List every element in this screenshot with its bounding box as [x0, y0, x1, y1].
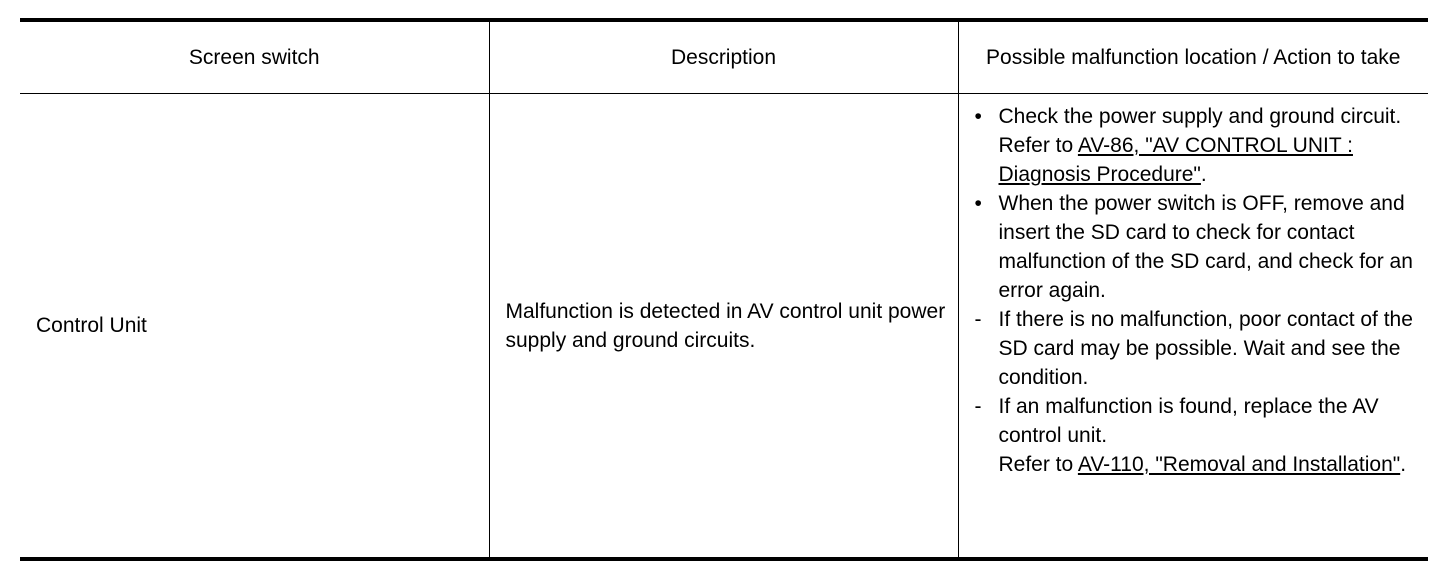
action-item [975, 102, 1415, 189]
bullet-marker: • [974, 105, 982, 128]
action-text: When the power switch is OFF, remove and insert the SD card to check for contact malfunction of the SD card, and check for an error again. [998, 192, 1413, 302]
action-text: If there is no malfunction, poor contact of the SD card may be possible. Wait and see the condition. [998, 308, 1413, 389]
reference-link-av-110[interactable]: AV-110, "Removal and Installation" [1077, 453, 1401, 476]
refer-prefix: Refer to [998, 453, 1078, 476]
cell-action [958, 94, 1428, 560]
action-text: If an malfunction is found, replace the AV control unit. [998, 395, 1379, 447]
table-body [20, 94, 1428, 560]
refer-prefix: Refer to [998, 134, 1078, 157]
action-text: Check the power supply and ground circuit. [998, 105, 1402, 128]
header-row [20, 20, 1428, 94]
bullet-marker: • [974, 192, 982, 215]
dash-marker: - [974, 395, 982, 418]
action-list [975, 102, 1415, 479]
header-description: Description [489, 20, 958, 94]
cell-description: Malfunction is detected in AV control unit power supply and ground circuits. [489, 94, 958, 560]
reference-link-av-86[interactable]: AV-86, "AV CONTROL UNIT : Diagnosis Procedure" [998, 134, 1353, 186]
header-action: Possible malfunction location / Action to take [958, 20, 1428, 94]
diagnosis-table [20, 18, 1428, 561]
action-item [975, 189, 1415, 305]
table-row [20, 94, 1428, 560]
action-item [975, 305, 1415, 392]
refer-suffix: . [1200, 163, 1207, 186]
refer-suffix: . [1400, 453, 1407, 476]
action-item [975, 392, 1415, 479]
header-screen-switch: Screen switch [20, 20, 489, 94]
table-header [20, 20, 1428, 94]
dash-marker: - [974, 308, 982, 331]
cell-screen-switch: Control Unit [20, 94, 489, 560]
